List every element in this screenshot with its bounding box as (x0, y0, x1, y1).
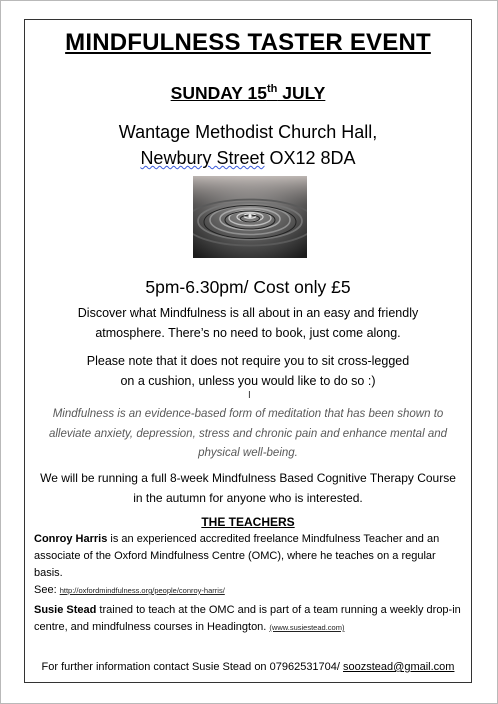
text-cursor: I (248, 390, 251, 401)
teacher-2-line-2 (34, 619, 464, 636)
teacher-1-link[interactable]: http://oxfordmindfulness.org/people/conroy-harris/ (59, 586, 225, 595)
teacher-1-name: Conroy Harris (34, 533, 108, 545)
contact-footer (24, 661, 472, 673)
intro-paragraph (24, 303, 472, 343)
note-paragraph (24, 351, 472, 391)
note-line-1: Please note that it does not require you to sit cross-legged (86, 354, 410, 368)
teacher-2-text-2: centre, and mindfulness courses in Headington. (34, 621, 270, 633)
date-day: SUNDAY 15 (170, 83, 267, 103)
teacher-2-paragraph (34, 602, 464, 636)
teacher-1-line-3 (34, 582, 464, 599)
note-line-2: on a cushion, unless you would like to do so :) (120, 374, 376, 388)
teacher-2-link[interactable]: (www.susiestead.com) (269, 623, 345, 632)
description-paragraph (24, 405, 472, 464)
course-paragraph (24, 469, 472, 508)
venue-street: Newbury Street (140, 148, 265, 168)
course-line-2: in the autumn for anyone who is interested. (133, 490, 363, 505)
date-month: JULY (277, 83, 326, 103)
time-and-cost: 5pm-6.30pm/ Cost only £5 (145, 277, 351, 297)
venue-line-2 (24, 146, 472, 171)
teacher-1-paragraph (34, 531, 464, 599)
description-line-2: alleviate anxiety, depression, stress and chronic pain and enhance mental and (48, 427, 448, 440)
teacher-1-line-1 (34, 531, 464, 548)
event-title: MINDFULNESS TASTER EVENT (65, 29, 431, 56)
course-line-1: We will be running a full 8-week Mindfulness Based Cognitive Therapy Course (40, 471, 456, 485)
intro-line-1: Discover what Mindfulness is all about in an easy and friendly (77, 306, 419, 320)
teacher-2-line-1 (34, 602, 464, 619)
teacher-2-text-1: trained to teach at the OMC and is part of a team running a weekly drop-in (96, 604, 461, 616)
teachers-heading: THE TEACHERS (201, 515, 295, 529)
event-date (24, 83, 472, 104)
venue-postcode: OX12 8DA (264, 148, 356, 168)
teacher-1-see: See: (34, 584, 60, 596)
date-suffix: th (266, 83, 278, 96)
water-ripple-image (193, 176, 307, 258)
description-line-3: physical well-being. (198, 447, 298, 459)
footer-text: For further information contact Susie Stead on 07962531704/ (41, 661, 344, 673)
venue-line-1: Wantage Methodist Church Hall, (118, 122, 378, 142)
teacher-1-line-2: associate of the Oxford Mindfulness Centre (OMC), where he teaches on a regular basis. (34, 550, 436, 579)
intro-line-2: atmosphere. There’s no need to book, just come along. (95, 326, 401, 340)
teacher-1-text-1: is an experienced accredited freelance Mindfulness Teacher and an (107, 533, 440, 545)
description-line-1: Mindfulness is an evidence-based form of meditation that has been shown to (52, 408, 444, 420)
teacher-2-name: Susie Stead (34, 604, 97, 616)
footer-email-link[interactable]: soozstead@gmail.com (343, 661, 455, 673)
